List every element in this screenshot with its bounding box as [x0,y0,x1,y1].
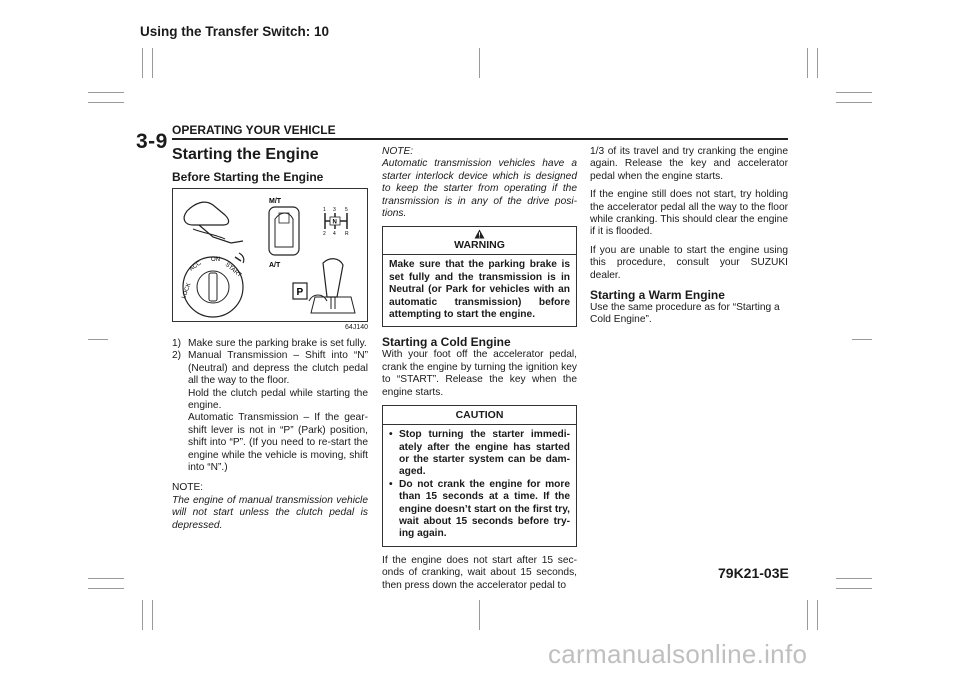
crop-mark [817,48,818,78]
crop-mark [479,600,480,630]
shift-3: 3 [333,207,336,213]
crop-mark [88,102,124,103]
label-mt: M/T [269,198,282,205]
shift-2: 2 [323,231,326,237]
step-text: Automatic Transmission – If the gear-shift lever is not in “P” (Park) position, shift into “P”. (If you need to re-start the engine while the vehicle is moving, shift into “N”.) [188,412,368,474]
steps-list [172,338,368,474]
label-p: P [296,287,304,298]
step-text: Make sure the parking brake is set fully. [188,338,367,349]
figure-code: 64J140 [345,324,368,331]
after-caution-text: If the engine does not start after 15 sec-onds of cranking, wait about 15 seconds, then press down the accelerator pedal to [382,554,577,591]
crop-mark [836,92,872,93]
running-title: Using the Transfer Switch: 10 [140,24,330,39]
cold-engine-text: With your foot off the accelerator pedal, crank the engine by turning the ignition key to “START”. Release the key when the engine starts. [382,349,577,398]
warning-text: Make sure that the parking brake is set fully and the transmission is in Neutral (or Park for vehicles with an automatic transmission) before attempting to start the engine. [389,259,570,321]
crop-mark [852,339,872,340]
ignition-shift-drawing [173,189,367,321]
step-number: 1) [172,338,182,349]
crop-mark [807,48,808,78]
paragraph: If you are unable to start the engine using this procedure, consult your SUZUKI dealer. [590,244,788,281]
step-number: 2) [172,350,182,362]
warning-triangle-icon [474,229,485,239]
crop-mark [836,588,872,589]
header-rule [172,138,788,140]
note-label: NOTE: [382,146,414,157]
paragraph: If the engine still does not start, try holding the accelerator pedal all the way to the floor while cranking. This should clear the engine if it is flooded. [590,189,788,238]
caution-box [382,405,577,547]
crop-mark [836,102,872,103]
crop-mark [142,48,143,78]
watermark: carmanualsonline.info [548,639,808,669]
crop-mark [88,339,108,340]
crop-mark [807,600,808,630]
crop-mark [817,600,818,630]
section-header: OPERATING YOUR VEHICLE [172,123,336,137]
caution-list [389,429,570,541]
column-1 [172,146,368,538]
heading-cold-engine: Starting a Cold Engine [382,335,511,350]
crop-mark [479,48,480,78]
caution-item: • Do not crank the engine for more than 15 seconds at a time. If the engine doesn’t start on the first try, wait about 15 seconds before try-ing again. [389,479,570,541]
column-2 [382,146,577,598]
shift-4: 4 [333,231,336,237]
heading-starting-engine: Starting the Engine [172,146,319,163]
step-text: Hold the clutch pedal while starting the engine. [188,387,368,412]
warm-engine-text: Use the same procedure as for “Starting a Cold Engine”. [590,302,780,326]
step-text: Manual Transmission – Shift into “N” (Neutral) and depress the clutch pedal all the way to the floor. [188,350,368,387]
shift-5: 5 [345,207,348,213]
column-3 [590,146,788,333]
warning-title: WARNING [454,239,505,252]
switch-label-acc: ACC [188,260,203,273]
page-number: 3-9 [136,130,168,153]
note-text: The engine of manual transmission vehicle will not start unless the clutch pedal is depressed. [172,494,368,531]
note-label: NOTE: [172,482,204,494]
crop-mark [88,578,124,579]
warning-header [383,227,576,255]
switch-label-lock: LOCK [181,282,193,300]
crop-mark [142,600,143,630]
crop-mark [88,92,124,93]
label-at: A/T [269,262,281,269]
shift-1: 1 [323,207,326,213]
warning-box [382,226,577,327]
caution-body [383,425,576,546]
caution-item: • Stop turning the starter immedi-ately after the engine has started or the starter system can be dam-aged. [389,429,570,479]
starting-illustration [172,188,368,322]
crop-mark [88,588,124,589]
document-code: 79K21-03E [718,565,789,581]
heading-warm-engine: Starting a Warm Engine [590,288,725,303]
step-1 [172,338,368,350]
crop-mark [836,578,872,579]
note-text: Automatic transmission vehicles have a starter interlock device which is designed to keep the starter from operating if the transmission is in any of the drive posi-tions. [382,158,577,220]
shift-n: N [332,219,337,226]
switch-label-start: START [223,261,243,279]
caution-header: CAUTION [383,406,576,425]
switch-label-on: ON [211,257,220,263]
step-2 [172,350,368,474]
crop-mark [152,600,153,630]
shift-r: R [345,231,349,237]
paragraph: 1/3 of its travel and try cranking the engine again. Release the key and accelerator pedal when the engine starts. [590,146,788,182]
crop-mark [152,48,153,78]
subheading-before-starting: Before Starting the Engine [172,170,324,184]
